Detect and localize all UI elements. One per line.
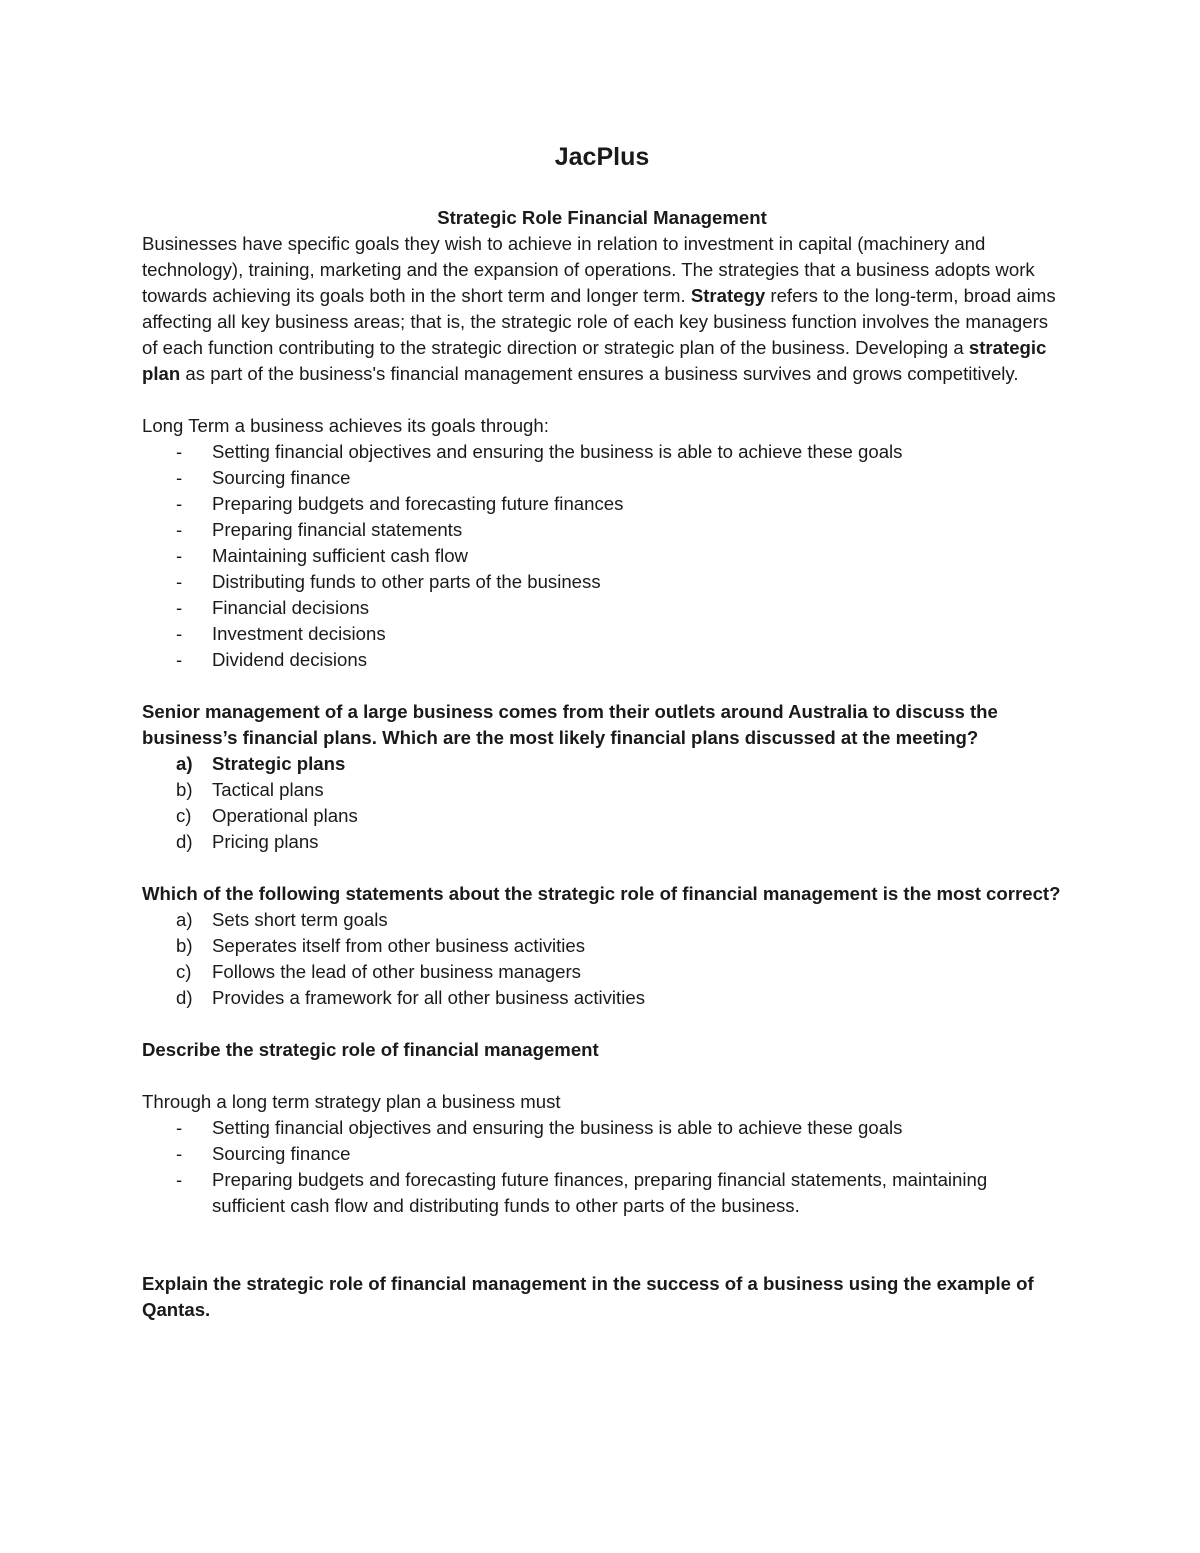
dash-marker: - <box>176 1169 183 1190</box>
list-item: - Setting financial objectives and ensuring the business is able to achieve these goals <box>142 439 1062 465</box>
dash-marker: - <box>176 545 183 566</box>
dash-marker: - <box>176 441 183 462</box>
dash-marker: - <box>176 493 183 514</box>
list-item: - Setting financial objectives and ensuring the business is able to achieve these goals <box>142 1115 1062 1141</box>
question-1-text: Senior management of a large business comes from their outlets around Australia to discuss the business’s financial plans. Which are the most likely financial plans discussed at the meeting? <box>142 701 998 748</box>
list-item: - Investment decisions <box>142 621 1062 647</box>
answer-option: b) Tactical plans <box>176 779 324 800</box>
answer-option: c) Operational plans <box>176 805 358 826</box>
dash-marker: - <box>176 1143 183 1164</box>
intro-paragraph <box>142 231 1062 387</box>
list-item: - Preparing budgets and forecasting future finances, preparing financial statements, maintaining sufficient cash flow and distributing funds to other parts of the business. <box>176 1169 988 1216</box>
intro-text-1: Businesses have specific goals they wish to achieve in relation to investment in capital (machinery and technology), training, marketing and the expansion of operations. The strategies that a business adopts work towards achieving its goals both in the short term and longer term. <box>142 233 1035 306</box>
answer-option: c) Follows the lead of other business managers <box>176 961 581 982</box>
dash-marker: - <box>176 519 183 540</box>
intro-text-3: as part of the business's financial management ensures a business survives and grows competitively. <box>180 363 1019 384</box>
list-item: - Dividend decisions <box>142 647 1062 673</box>
answer-option: d) Pricing plans <box>176 831 319 852</box>
answer-option: b) Seperates itself from other business activities <box>176 935 586 956</box>
dash-marker: - <box>176 649 183 670</box>
question-1-options <box>142 751 1062 855</box>
question-3-answer-list <box>142 1115 1062 1219</box>
dash-marker: - <box>176 467 183 488</box>
question-4-text: Explain the strategic role of financial management in the success of a business using the example of Qantas. <box>142 1273 1034 1320</box>
dash-marker: - <box>176 597 183 618</box>
document-page <box>142 137 1062 1323</box>
section-heading: Strategic Role Financial Management <box>437 207 767 228</box>
intro-term-strategic-plan: strategic plan <box>142 337 1047 384</box>
list-item: - Preparing financial statements <box>142 517 1062 543</box>
dash-marker: - <box>176 571 183 592</box>
dash-marker: - <box>176 623 183 644</box>
intro-term-strategy: Strategy <box>690 285 766 306</box>
question-2-options <box>142 907 1062 1011</box>
list-item: - Preparing budgets and forecasting future finances <box>142 491 1062 517</box>
question-3-answer-lead: Through a long term strategy plan a business must <box>142 1091 561 1112</box>
dash-marker: - <box>176 1117 183 1138</box>
list-item: - Distributing funds to other parts of the business <box>142 569 1062 595</box>
answer-option: a) Sets short term goals <box>176 909 388 930</box>
list-item: - Sourcing finance <box>142 1141 1062 1167</box>
answer-option: d) Provides a framework for all other business activities <box>176 987 645 1008</box>
long-term-list <box>142 439 1062 673</box>
document-title: JacPlus <box>554 143 650 171</box>
intro-text-2: refers to the long-term, broad aims affecting all key business areas; that is, the strategic role of each key business function involves the managers of each function contributing to the strategic direction or strategic plan of the business. Developing a <box>142 285 1056 358</box>
long-term-lead: Long Term a business achieves its goals through: <box>142 415 549 436</box>
list-item: - Maintaining sufficient cash flow <box>142 543 1062 569</box>
question-2-text: Which of the following statements about the strategic role of financial management is the most correct? <box>142 883 1061 904</box>
list-item: - Sourcing finance <box>142 465 1062 491</box>
list-item: - Financial decisions <box>142 595 1062 621</box>
answer-option: a) Strategic plans <box>176 753 346 774</box>
question-3-text: Describe the strategic role of financial management <box>142 1039 599 1060</box>
